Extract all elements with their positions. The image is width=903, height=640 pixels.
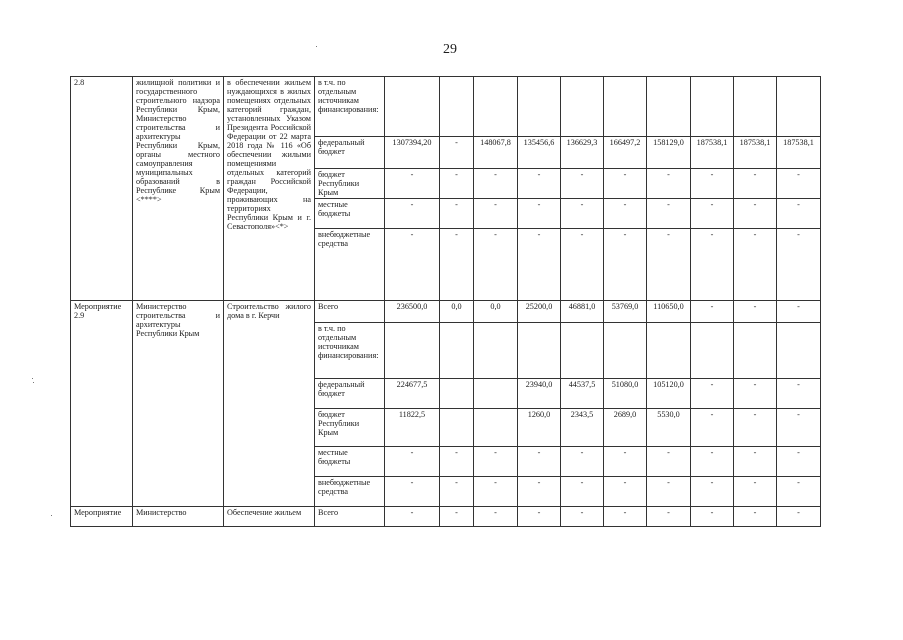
amount-cell: - xyxy=(561,477,604,507)
amount-cell: - xyxy=(604,199,647,229)
amount-cell: - xyxy=(734,409,777,447)
funding-source-cell: внебюджетные средства xyxy=(315,477,385,507)
scan-speck xyxy=(32,378,33,379)
amount-cell: - xyxy=(691,447,734,477)
funding-source-cell: в т.ч. по отдельным источникам финансирования: xyxy=(315,77,385,137)
amount-cell: - xyxy=(518,447,561,477)
amount-cell: - xyxy=(691,199,734,229)
amount-cell xyxy=(561,77,604,137)
amount-cell xyxy=(474,409,518,447)
amount-cell: - xyxy=(474,477,518,507)
amount-cell: - xyxy=(647,199,691,229)
funding-source-cell: бюджет Республики Крым xyxy=(315,169,385,199)
amount-cell: - xyxy=(777,477,821,507)
amount-cell: 1307394,20 xyxy=(385,137,440,169)
funding-source-cell: местные бюджеты xyxy=(315,199,385,229)
funding-source-cell: бюджет Республики Крым xyxy=(315,409,385,447)
activity-code-cell: Мероприятие xyxy=(71,507,133,527)
amount-cell: - xyxy=(474,199,518,229)
amount-cell xyxy=(647,77,691,137)
amount-cell: - xyxy=(777,199,821,229)
amount-cell: 44537,5 xyxy=(561,379,604,409)
amount-cell: - xyxy=(734,507,777,527)
amount-cell xyxy=(385,323,440,379)
amount-cell: - xyxy=(474,447,518,477)
amount-cell xyxy=(518,323,561,379)
amount-cell: - xyxy=(734,447,777,477)
amount-cell: - xyxy=(474,507,518,527)
amount-cell xyxy=(691,323,734,379)
funding-source-cell: в т.ч. по отдельным источникам финансирования: xyxy=(315,323,385,379)
amount-cell: - xyxy=(561,447,604,477)
amount-cell xyxy=(604,77,647,137)
amount-cell: - xyxy=(777,379,821,409)
amount-cell xyxy=(474,323,518,379)
amount-cell xyxy=(647,323,691,379)
amount-cell: 224677,5 xyxy=(385,379,440,409)
amount-cell: 2689,0 xyxy=(604,409,647,447)
funding-source-cell: федеральный бюджет xyxy=(315,379,385,409)
amount-cell xyxy=(385,77,440,137)
table-row xyxy=(71,301,821,323)
table-row xyxy=(71,77,821,137)
amount-cell: - xyxy=(691,507,734,527)
amount-cell: - xyxy=(385,477,440,507)
amount-cell: - xyxy=(604,169,647,199)
amount-cell: 110650,0 xyxy=(647,301,691,323)
amount-cell: 135456,6 xyxy=(518,137,561,169)
amount-cell: - xyxy=(647,447,691,477)
table-row xyxy=(71,507,821,527)
amount-cell: - xyxy=(734,379,777,409)
amount-cell: 187538,1 xyxy=(734,137,777,169)
amount-cell: - xyxy=(518,199,561,229)
activity-code-cell: Мероприятие 2.9 xyxy=(71,301,133,507)
page-number: 29 xyxy=(443,42,457,57)
amount-cell xyxy=(734,77,777,137)
amount-cell: - xyxy=(777,409,821,447)
amount-cell: 105120,0 xyxy=(647,379,691,409)
amount-cell: 25200,0 xyxy=(518,301,561,323)
amount-cell: - xyxy=(647,507,691,527)
description-cell: Строительство жилого дома в г. Керчи xyxy=(224,301,315,507)
description-cell: Обеспечение жильем xyxy=(224,507,315,527)
amount-cell: 23940,0 xyxy=(518,379,561,409)
amount-cell: - xyxy=(440,229,474,301)
amount-cell xyxy=(440,323,474,379)
amount-cell: - xyxy=(647,229,691,301)
amount-cell: - xyxy=(691,169,734,199)
amount-cell: - xyxy=(691,229,734,301)
amount-cell: - xyxy=(474,229,518,301)
scan-speck xyxy=(33,382,34,383)
executor-cell: Министерство xyxy=(133,507,224,527)
amount-cell xyxy=(474,77,518,137)
amount-cell: - xyxy=(385,229,440,301)
amount-cell: - xyxy=(691,379,734,409)
activity-code-cell: 2.8 xyxy=(71,77,133,301)
amount-cell: - xyxy=(561,199,604,229)
amount-cell: - xyxy=(691,477,734,507)
amount-cell: 2343,5 xyxy=(561,409,604,447)
amount-cell: - xyxy=(647,477,691,507)
amount-cell xyxy=(440,77,474,137)
amount-cell: 187538,1 xyxy=(691,137,734,169)
amount-cell: - xyxy=(604,477,647,507)
funding-source-cell: Всего xyxy=(315,301,385,323)
funding-source-cell: внебюджетные средства xyxy=(315,229,385,301)
amount-cell: - xyxy=(518,229,561,301)
scan-speck xyxy=(316,46,317,47)
amount-cell: - xyxy=(440,169,474,199)
amount-cell: 0,0 xyxy=(440,301,474,323)
amount-cell: - xyxy=(440,199,474,229)
amount-cell: 148067,8 xyxy=(474,137,518,169)
funding-source-cell: Всего xyxy=(315,507,385,527)
amount-cell xyxy=(440,379,474,409)
amount-cell: 0,0 xyxy=(474,301,518,323)
amount-cell: 5530,0 xyxy=(647,409,691,447)
amount-cell: 11822,5 xyxy=(385,409,440,447)
amount-cell: - xyxy=(440,447,474,477)
amount-cell: - xyxy=(561,507,604,527)
amount-cell: - xyxy=(777,169,821,199)
amount-cell: - xyxy=(777,301,821,323)
amount-cell: - xyxy=(518,507,561,527)
amount-cell: - xyxy=(691,409,734,447)
amount-cell: 46881,0 xyxy=(561,301,604,323)
amount-cell: - xyxy=(734,169,777,199)
amount-cell: - xyxy=(691,301,734,323)
amount-cell: - xyxy=(518,477,561,507)
amount-cell: 53769,0 xyxy=(604,301,647,323)
amount-cell: - xyxy=(385,199,440,229)
amount-cell xyxy=(440,409,474,447)
amount-cell: - xyxy=(734,477,777,507)
executor-cell: Министерство строительства и архитектуры Республики Крым xyxy=(133,301,224,507)
executor-cell: жилищной политики и государственного строительного надзора Республики Крым, Министерство строительства и архитектуры Республики Крым, органы местного самоуправления муниципальных образований в Республике Крым <****> xyxy=(133,77,224,301)
amount-cell: 158129,0 xyxy=(647,137,691,169)
amount-cell: - xyxy=(440,507,474,527)
amount-cell: - xyxy=(561,229,604,301)
amount-cell: - xyxy=(474,169,518,199)
amount-cell: - xyxy=(385,507,440,527)
amount-cell: - xyxy=(440,477,474,507)
description-cell: в обеспечении жильем нуждающихся в жилых помещениях отдельных категорий граждан, установленных Указом Президента Российской Федерации от 22 марта 2018 года № 116 «Об обеспечении жилыми помещениями отдельных категорий граждан Российской Федерации, проживающих на территориях Республики Крым и г. Севастополя»<*> xyxy=(224,77,315,301)
amount-cell: - xyxy=(518,169,561,199)
amount-cell xyxy=(777,77,821,137)
amount-cell: - xyxy=(440,137,474,169)
amount-cell xyxy=(734,323,777,379)
amount-cell: - xyxy=(777,229,821,301)
amount-cell: 1260,0 xyxy=(518,409,561,447)
amount-cell: 187538,1 xyxy=(777,137,821,169)
amount-cell: - xyxy=(604,229,647,301)
amount-cell xyxy=(518,77,561,137)
amount-cell: - xyxy=(734,229,777,301)
scan-speck xyxy=(51,515,52,516)
amount-cell: - xyxy=(734,301,777,323)
amount-cell: - xyxy=(604,507,647,527)
amount-cell xyxy=(604,323,647,379)
amount-cell xyxy=(777,323,821,379)
amount-cell: - xyxy=(604,447,647,477)
budget-table xyxy=(70,76,821,527)
amount-cell: 236500,0 xyxy=(385,301,440,323)
amount-cell: - xyxy=(777,447,821,477)
amount-cell: - xyxy=(385,447,440,477)
amount-cell: - xyxy=(777,507,821,527)
amount-cell: - xyxy=(385,169,440,199)
amount-cell: 51080,0 xyxy=(604,379,647,409)
amount-cell xyxy=(474,379,518,409)
amount-cell: - xyxy=(647,169,691,199)
funding-source-cell: федеральный бюджет xyxy=(315,137,385,169)
funding-source-cell: местные бюджеты xyxy=(315,447,385,477)
amount-cell: 136629,3 xyxy=(561,137,604,169)
amount-cell: 166497,2 xyxy=(604,137,647,169)
amount-cell: - xyxy=(734,199,777,229)
amount-cell: - xyxy=(561,169,604,199)
amount-cell xyxy=(691,77,734,137)
amount-cell xyxy=(561,323,604,379)
